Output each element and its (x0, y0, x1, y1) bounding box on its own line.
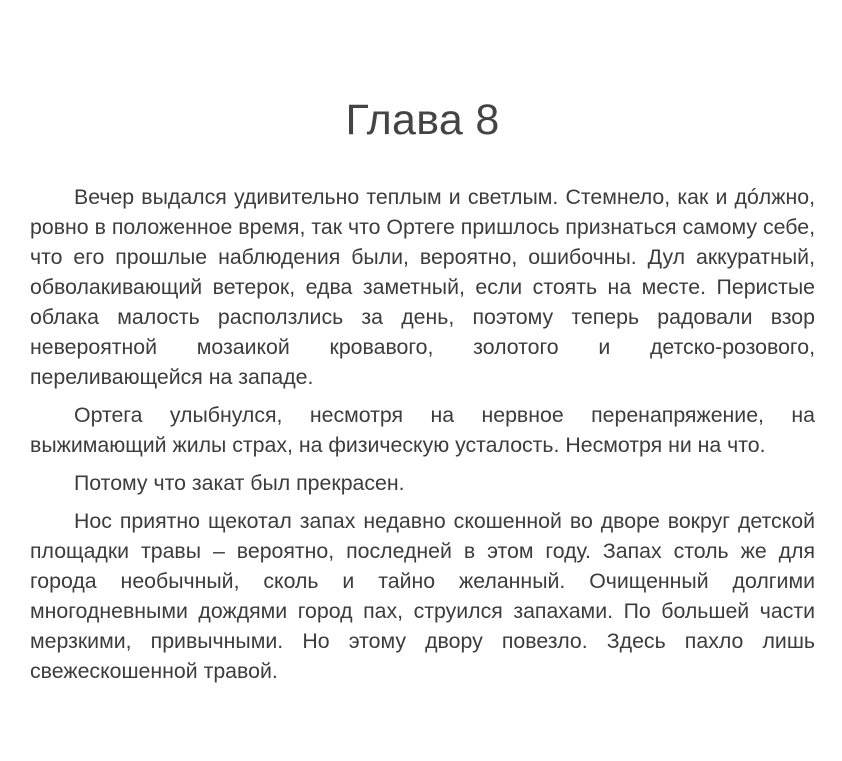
paragraph: Вечер выдался удивительно теплым и светлым. Стемнело, как и дóлжно, ровно в положенное время, так что Ортеге пришлось признаться самому себе, что его прошлые наблюдения были, вероятно, ошибочны. Дул аккуратный, обволакивающий ветерок, едва заметный, если стоять на месте. Перистые облака малость расползлись за день, поэтому теперь радовали взор невероятной мозаикой кровавого, золотого и детско-розового, переливающейся на западе. (30, 185, 815, 389)
chapter-title: Глава 8 (345, 96, 500, 144)
paragraph: Ортега улыбнулся, несмотря на нервное перенапряжение, на выжимающий жилы страх, на физическую усталость. Несмотря ни на что. (30, 403, 815, 457)
reader-page (30, 0, 815, 761)
chapter-text (30, 182, 815, 686)
paragraph: Потому что закат был прекрасен. (74, 471, 405, 495)
paragraph: Нос приятно щекотал запах недавно скошенной во дворе вокруг детской площадки травы – вероятно, последней в этом году. Запах столь же для города необычный, сколь и тайно желанный. Очищенный долгими многодневными дождями город пах, струился запахами. По большей части мерзкими, привычными. Но этому двору повезло. Здесь пахло лишь свежескошенной травой. (30, 509, 815, 683)
